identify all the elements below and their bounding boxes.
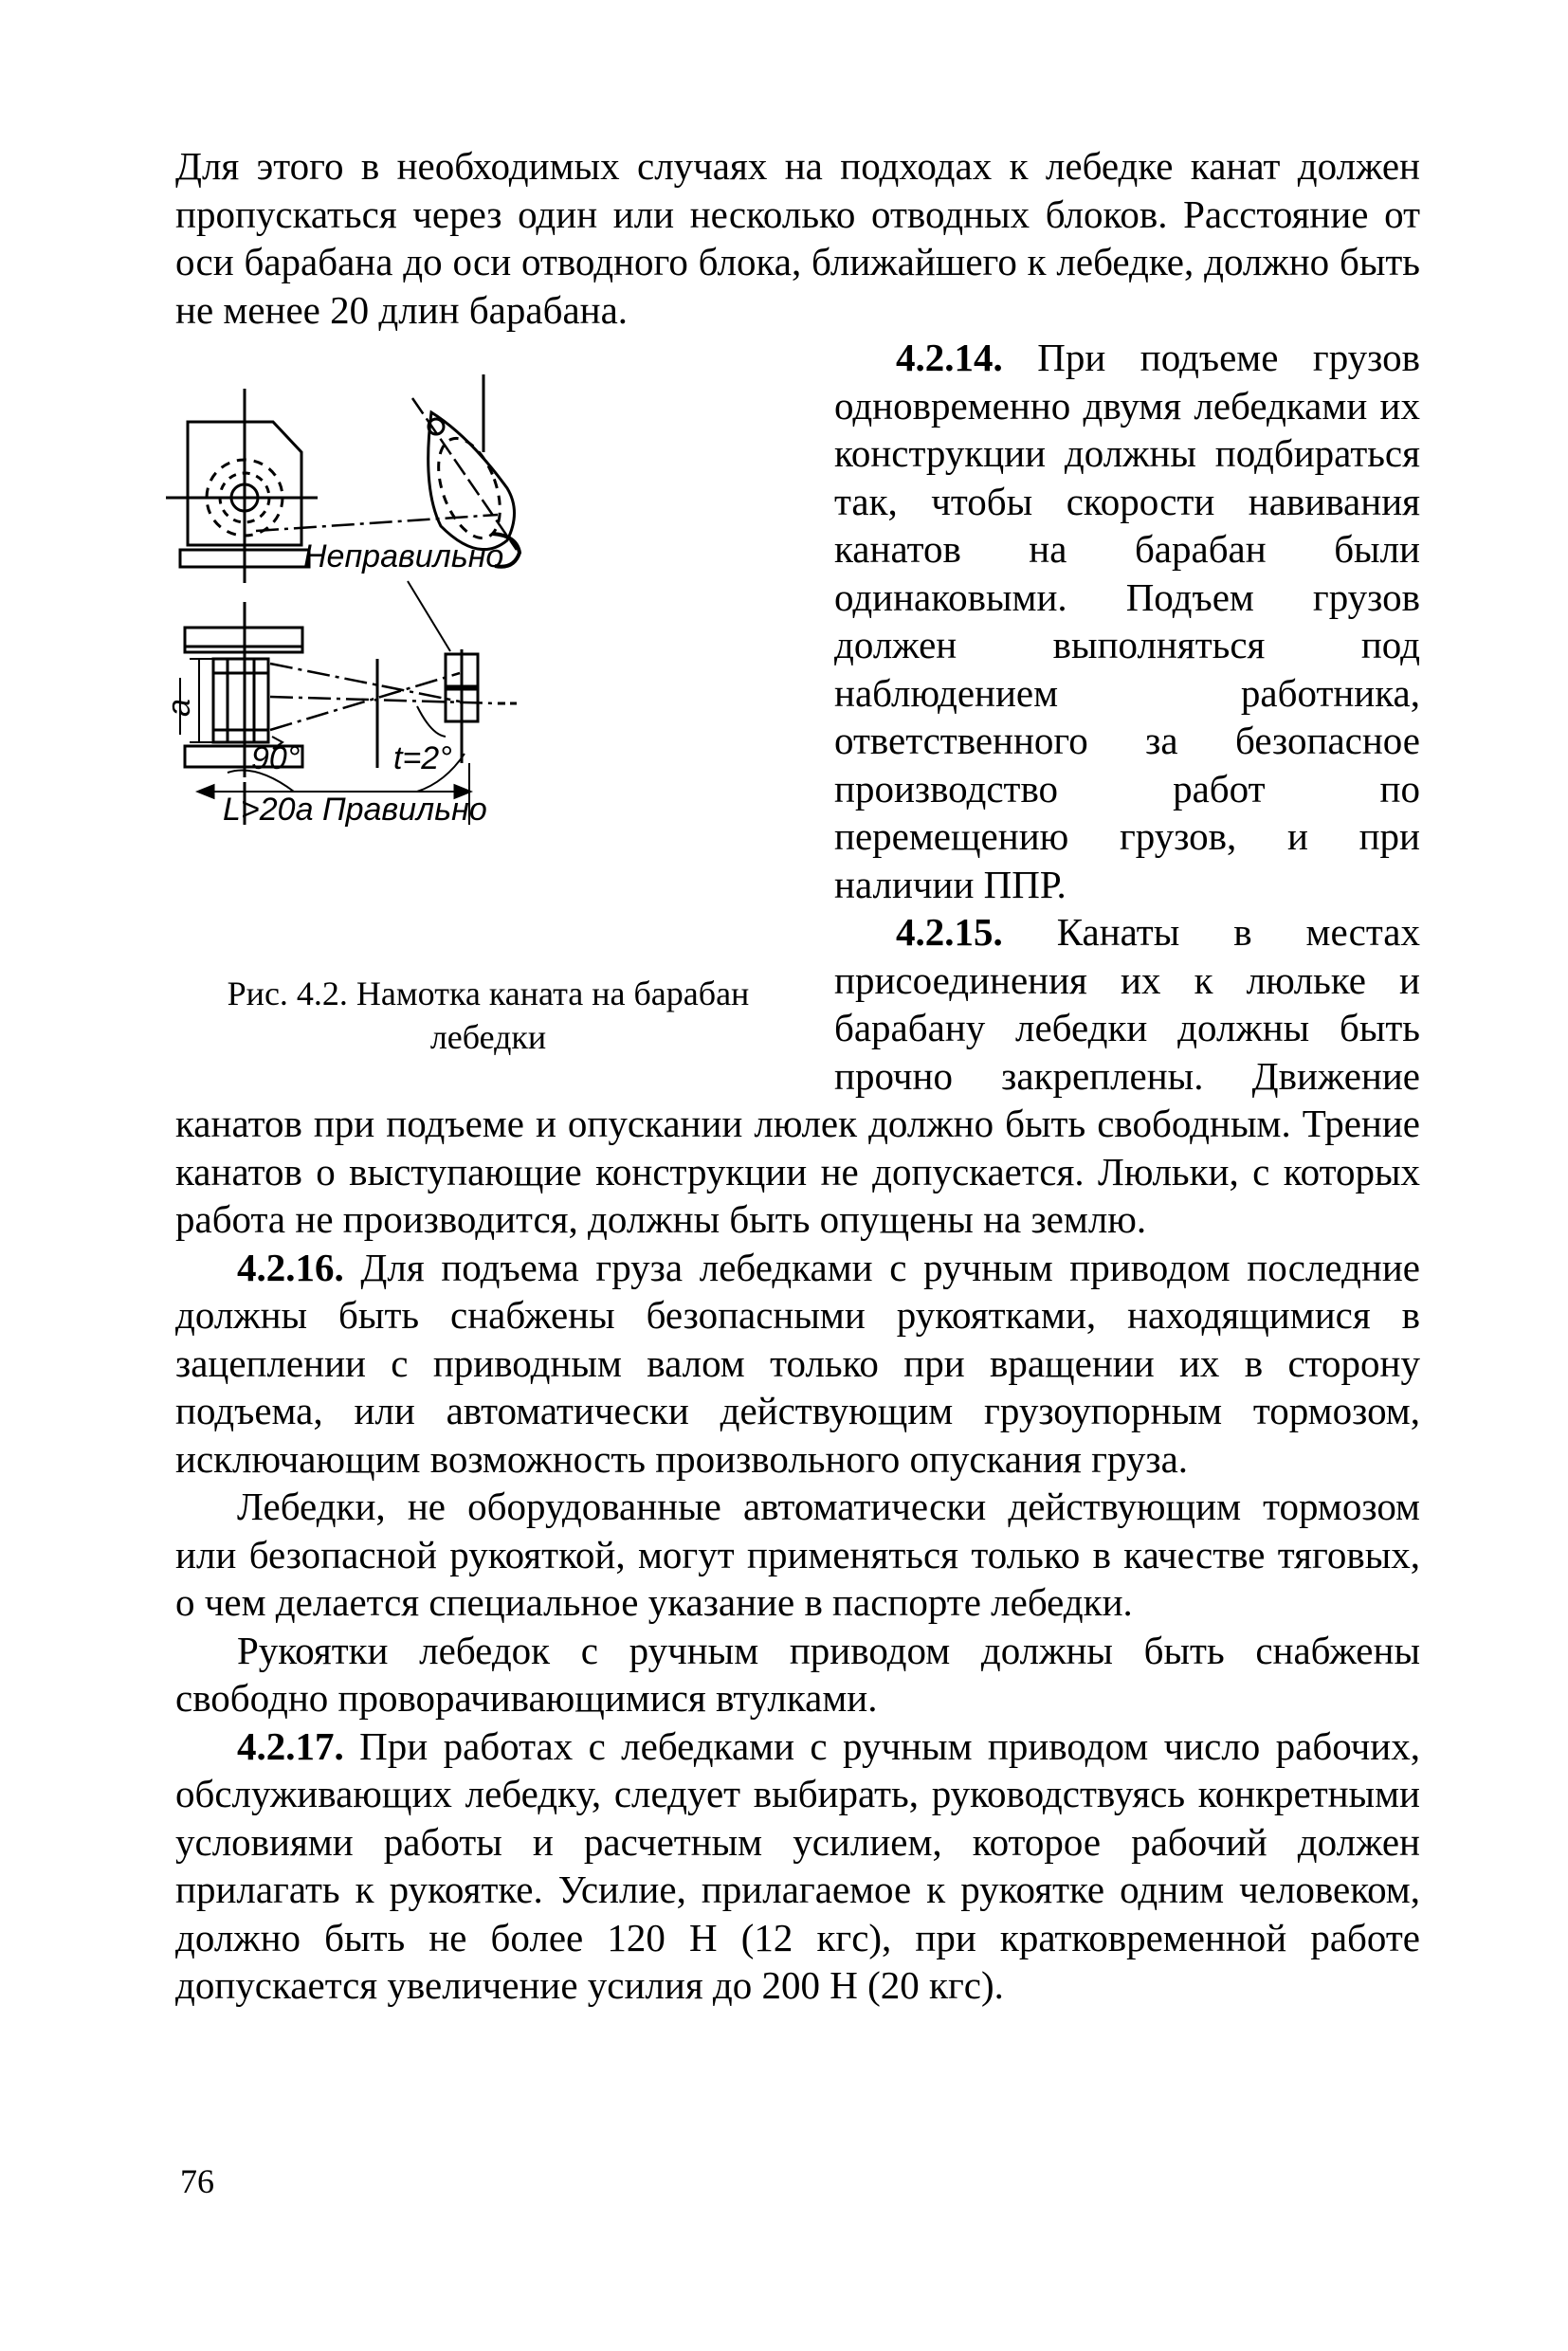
label-t: t=2° (393, 740, 452, 776)
drum-bottom-view (180, 446, 517, 825)
paragraph-intro: Для этого в необходимых случаях на подходах к лебедке канат должен пропускаться через один или несколько отводных блоков. Расстояние от оси барабана до оси отводного блока, ближайшего к лебедке, должно быть не менее 20 длин барабана. (175, 144, 1420, 332)
label-wrong: Неправильно (303, 538, 504, 574)
paragraph-4-2-17 (175, 1722, 1420, 2010)
page-number: 76 (180, 2162, 214, 2200)
label-right: L>20a Правильно (223, 792, 487, 828)
figure-caption: Рис. 4.2. Намотка каната на барабан лебедки (227, 975, 750, 1056)
winch-top-view (166, 389, 318, 583)
paragraph-handles: Рукоятки лебедок с ручным приводом должны быть снабжены свободно проворачивающимися втулками. (175, 1628, 1420, 1720)
section-number-4-2-14: 4.2.14. (896, 336, 1003, 379)
paragraph-text: При работах с лебедками с ручным приводом число рабочих, обслуживающих лебедку, следует выбирать, руководствуясь конкретными условиями работы и расчетным усилием, которое рабочий должен прилагать к рукоятке. Усилие, прилагаемое к рукоятке одним человеком, должно быть не более 120 Н (12 кгс), при кратковременной работе допускается увеличение усилия до 200 Н (20 кгс). (175, 1723, 1420, 2007)
paragraph-4-2-16 (175, 1244, 1420, 1484)
paragraph-text: Для подъема груза лебедками с ручным приводом последние должны быть снабжены безопасными рукоятками, находящимися в зацеплении с приводным валом только при вращении их в сторону подъема, или автоматически действующим грузоупорным тормозом, исключающим возможность произвольного опускания груза. (175, 1245, 1420, 1481)
section-number-4-2-15: 4.2.15. (896, 910, 1003, 954)
paragraph-winches-brake: Лебедки, не оборудованные автоматически действующим тормозом или безопасной рукояткой, могут применяться только в качестве тяговых, о чем делается специальное указание в паспорте лебедки. (175, 1485, 1420, 1624)
winch-rope-figure (161, 346, 815, 953)
label-angle-90: 90° (251, 740, 301, 776)
label-a: a (161, 699, 197, 717)
paragraph-text: Канаты в местах присоединения их к люльке и барабану лебедки должны быть прочно закреплены. Движение канатов при подъеме и опускании люлек должно быть свободным. Трение канатов о выступающие конструкции не допускается. Люльки, с которых работа не производится, должны быть опущены на землю. (175, 910, 1420, 1241)
section-number-4-2-17: 4.2.17. (237, 1723, 344, 1768)
section-number-4-2-16: 4.2.16. (237, 1245, 344, 1289)
paragraph-text: При подъеме грузов одновременно двумя лебедками их конструкции должны подбираться так, чтобы скорости навивания канатов на барабан были одинаковыми. Подъем грузов должен выполняться под наблюдением работника, ответственного за безопасное производство работ по перемещению грузов, и при наличии ППР. (834, 336, 1420, 906)
